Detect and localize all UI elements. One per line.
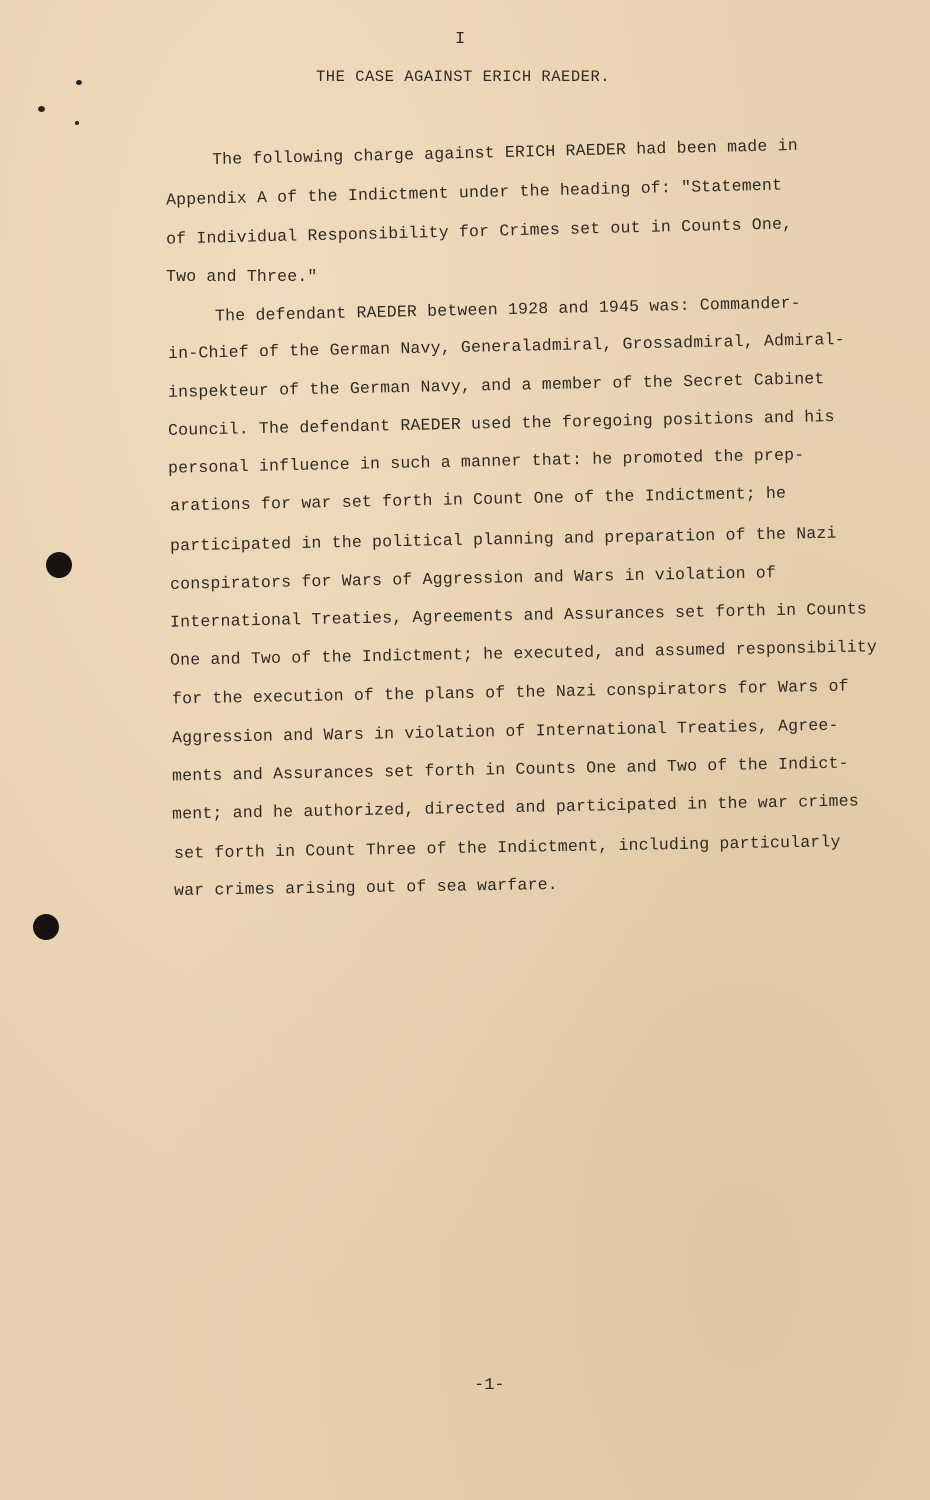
text-line: ments and Assurances set forth in Counts One and Two of the Indict- (171, 753, 849, 786)
punch-hole-lower (33, 914, 59, 940)
text-line: Two and Three." (166, 267, 318, 286)
text-line: The following charge against ERICH RAEDER had been made in (211, 135, 799, 170)
page-marker-top: I (455, 30, 467, 49)
punch-hole-upper (46, 552, 72, 578)
text-line: arations for war set forth in Count One of the Indictment; he (169, 483, 787, 516)
text-line: Council. The defendant RAEDER used the foregoing positions and his (167, 407, 835, 440)
document-title: THE CASE AGAINST ERICH RAEDER. (316, 68, 611, 86)
text-line: in-Chief of the German Navy, Generaladmiral, Grossadmiral, Admiral- (167, 329, 845, 364)
ink-speck (75, 121, 79, 125)
text-line: One and Two of the Indictment; he executed, and assumed responsibility (169, 637, 878, 670)
text-line: of Individual Responsibility for Crimes set out in Counts One, (165, 214, 793, 249)
text-line: ment; and he authorized, directed and participated in the war crimes (171, 791, 860, 824)
text-line: set forth in Count Three of the Indictment, including particularly (173, 832, 841, 863)
text-line: inspekteur of the German Navy, and a member of the Secret Cabinet (167, 369, 825, 402)
text-line: for the execution of the plans of the Nazi conspirators for Wars of (171, 676, 849, 709)
ink-speck (76, 80, 82, 85)
text-line: The defendant RAEDER between 1928 and 1945 was: Commander- (214, 293, 802, 326)
text-line: International Treaties, Agreements and Assurances set forth in Counts (169, 599, 868, 632)
text-line: war crimes arising out of sea warfare. (173, 874, 559, 901)
ink-speck (38, 106, 45, 112)
text-line: personal influence in such a manner that: he promoted the prep- (167, 445, 805, 478)
text-line: conspirators for Wars of Aggression and Wars in violation of (169, 563, 777, 594)
text-line: participated in the political planning and preparation of the Nazi (169, 523, 837, 556)
text-line: Aggression and Wars in violation of International Treaties, Agree- (171, 715, 839, 748)
text-line: Appendix A of the Indictment under the heading of: "Statement (165, 175, 783, 210)
page-number: -1- (474, 1376, 505, 1395)
